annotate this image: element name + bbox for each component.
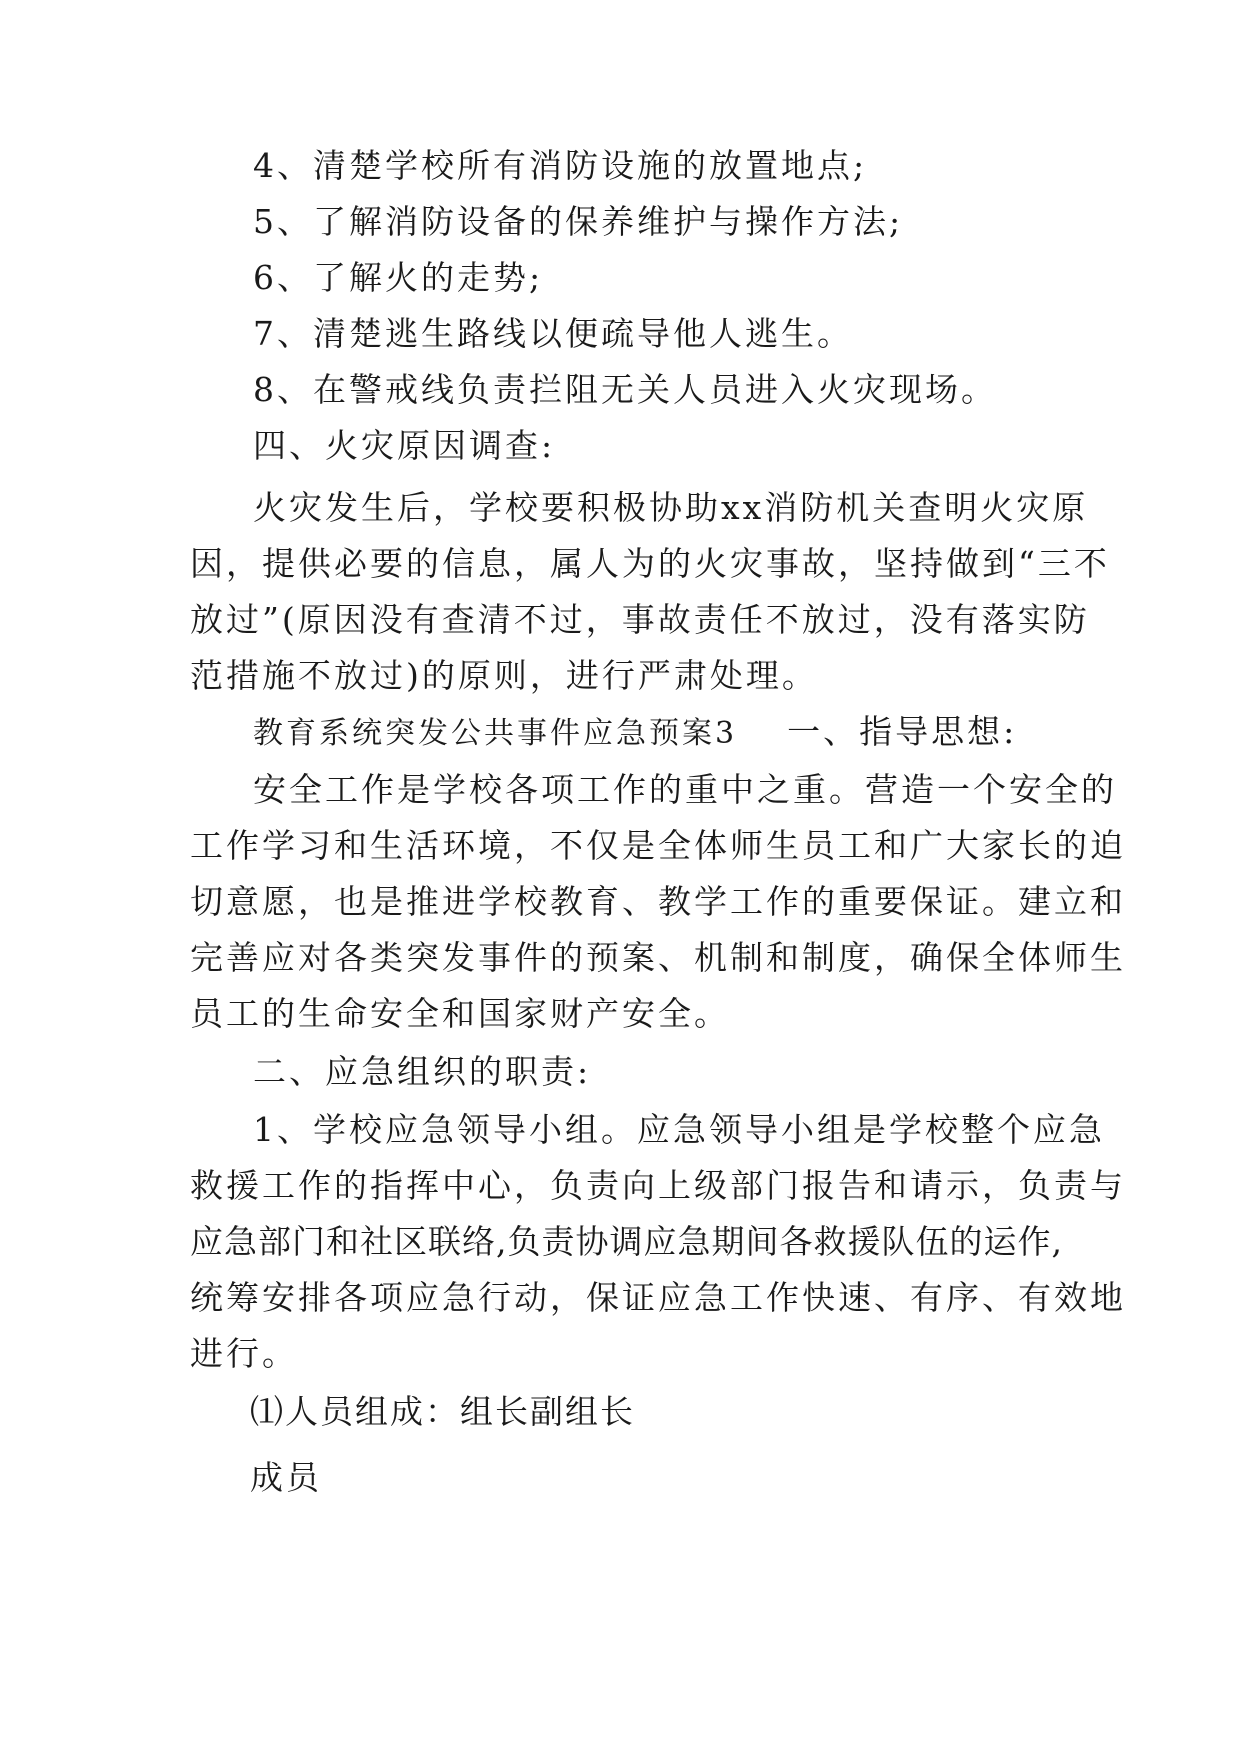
paragraph-line: 进行。	[190, 1334, 298, 1373]
paragraph-line: 安全工作是学校各项工作的重中之重。营造一个安全的	[253, 770, 1117, 809]
paragraph-line: 员工的生命安全和国家财产安全。	[190, 994, 730, 1033]
paragraph-line: 范措施不放过)的原则，进行严肃处理。	[190, 656, 818, 695]
plan-title-line	[253, 712, 1113, 754]
personnel-composition: ⑴人员组成：组长副组长	[250, 1392, 635, 1431]
item-7-escape-route: 7、清楚逃生路线以便疏导他人逃生。	[253, 314, 853, 353]
paragraph-line: 统筹安排各项应急行动，保证应急工作快速、有序、有效地	[190, 1278, 1126, 1317]
section-heading-emergency-duties: 二、应急组织的职责:	[253, 1052, 592, 1091]
paragraph-line: 切意愿，也是推进学校教育、教学工作的重要保证。建立和	[190, 882, 1126, 921]
item-4-facility-locations: 4、清楚学校所有消防设施的放置地点;	[253, 146, 868, 185]
paragraph-line: 火灾发生后，学校要积极协助xx消防机关查明火灾原	[253, 488, 1089, 527]
item-8-cordon: 8、在警戒线负责拦阻无关人员进入火灾现场。	[253, 370, 997, 409]
section-heading-guiding-idea: 一、指导思想:	[787, 712, 1018, 751]
section-heading-fire-investigation: 四、火灾原因调查:	[253, 426, 556, 465]
item-5-equipment-maintenance: 5、了解消防设备的保养维护与操作方法;	[253, 202, 904, 241]
paragraph-line: 工作学习和生活环境，不仅是全体师生员工和广大家长的迫	[190, 826, 1126, 865]
item-6-fire-trend: 6、了解火的走势;	[253, 258, 544, 297]
paragraph-line: 应急部门和社区联络,负责协调应急期间各救援队伍的运作,	[190, 1222, 1063, 1261]
paragraph-line: 完善应对各类突发事件的预案、机制和制度，确保全体师生	[190, 938, 1126, 977]
paragraph-line: 放过”(原因没有查清不过，事故责任不放过，没有落实防	[190, 600, 1090, 639]
paragraph-line: 因，提供必要的信息，属人为的火灾事故，坚持做到“三不	[190, 544, 1110, 583]
members-label: 成员	[250, 1458, 322, 1497]
paragraph-line: 1、学校应急领导小组。应急领导小组是学校整个应急	[253, 1110, 1105, 1149]
paragraph-line: 救援工作的指挥中心，负责向上级部门报告和请示，负责与	[190, 1166, 1126, 1205]
plan-title: 教育系统突发公共事件应急预案3	[253, 716, 738, 751]
